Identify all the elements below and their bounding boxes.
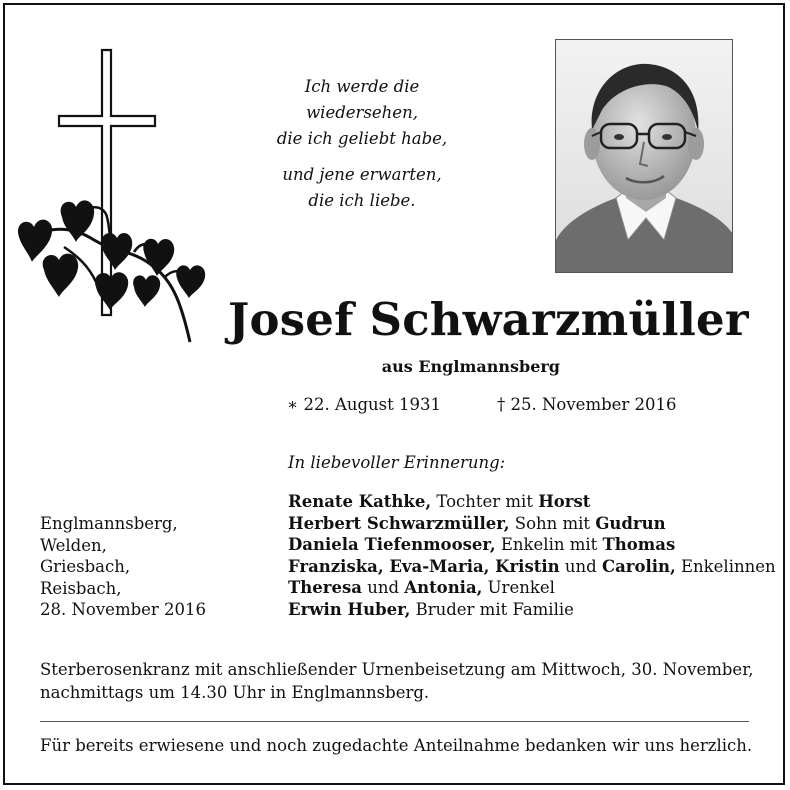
place-line: Englmannsberg, [40,514,178,533]
mourner-name: Theresa [288,578,362,597]
poem-line: und jene erwarten, [282,165,442,184]
deceased-origin: aus Englmannsberg [381,357,560,376]
deceased-name: Josef Schwarzmüller [228,293,749,346]
cross-with-ivy-icon [14,42,214,347]
mourner-relation: und [361,578,405,597]
mourner-name: Thomas [602,535,676,554]
mourner-name: Gudrun [595,513,666,533]
mourner-name: Renate Kathke, [288,492,432,511]
memorial-poem [236,74,488,214]
mourner-relation: und [559,556,602,576]
mourners-list [288,491,776,620]
funeral-notice: Sterberosenkranz mit anschließender Urnenbeisetzung am Mittwoch, 30. November, nachmittags um 14.30 Uhr in Englmannsberg. [40,660,754,702]
place-line: Griesbach, [40,557,131,576]
mourner-name: Horst [538,492,591,511]
poem-line: die ich geliebt habe, [276,129,448,148]
place-line: Reisbach, [40,578,122,598]
mourner-line [288,556,776,578]
mourner-relation: Tochter mit [431,492,539,511]
mourner-line [288,599,776,621]
poem-line: Ich werde die [304,77,420,96]
mourner-name: Erwin Huber, [288,599,411,619]
mourner-name: Franziska, Eva-Maria, Kristin [288,556,560,576]
mourner-name: Antonia, [404,578,483,597]
mourner-name: Daniela Tiefenmooser, [288,535,496,554]
divider [40,721,749,722]
mourner-line [288,577,776,599]
places-and-date [40,513,206,621]
mourner-relation: Enkelinnen [675,556,776,576]
portrait-photo [555,39,733,273]
mourner-relation: Bruder mit Familie [410,599,574,619]
poem-line: wiedersehen, [306,103,418,122]
death-date: † 25. November 2016 [497,395,677,414]
mourner-name: Herbert Schwarzmüller, [288,513,510,533]
mourner-line [288,513,776,535]
notice-date: 28. November 2016 [40,600,207,619]
portrait-illustration [556,40,733,273]
remembrance-intro: In liebevoller Erinnerung: [288,453,506,472]
poem-line: die ich liebe. [308,191,416,210]
mourner-line [288,491,776,513]
mourner-relation: Urenkel [482,578,555,597]
mourner-relation: Enkelin mit [495,535,603,554]
birth-date: ∗ 22. August 1931 [287,395,442,414]
place-line: Welden, [40,535,107,555]
mourner-line [288,534,776,556]
mourner-relation: Sohn mit [509,513,596,533]
mourner-name: Carolin, [601,556,676,576]
thanks-line: Für bereits erwiesene und noch zugedachte Anteilnahme bedanken wir uns herzlich. [40,736,753,755]
